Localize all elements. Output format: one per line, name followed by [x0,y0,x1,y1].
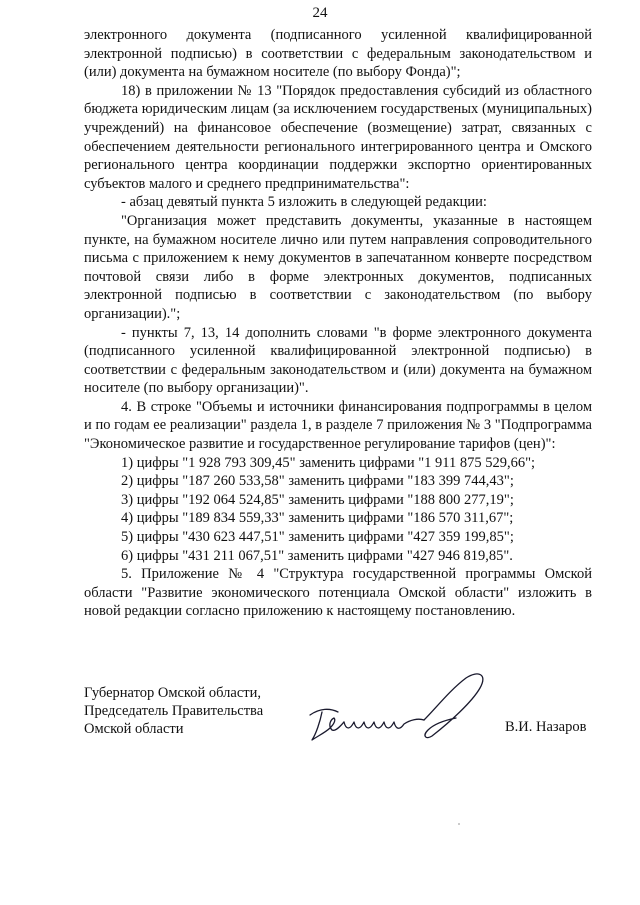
signatory-title-line-1: Губернатор Омской области, [84,685,261,701]
paragraph-item-4: 4. В строке "Объемы и источники финансирования подпрограммы в целом и по годам ее реализации" раздела 1, в разделе 7 приложения № 3 "Подпрограмма "Экономическое развитие и государственное регулирование тарифов (цен)": [84,398,592,453]
signatory-name: В.И. Назаров [505,719,587,735]
document-body [84,26,592,621]
replacement-item-2: 2) цифры "187 260 533,58" заменить цифрами "183 399 744,43"; [121,473,514,490]
paragraph-abzac-9: - абзац девятый пункта 5 изложить в следующей редакции: [121,194,487,211]
scan-speck [458,823,460,825]
replacement-item-3: 3) цифры "192 064 524,85" заменить цифрами "188 800 277,19"; [121,491,514,508]
paragraph-items-7-13-14: - пункты 7, 13, 14 дополнить словами "в форме электронного документа (подписанного усиленной квалифицированной электронной подписью) в соответствии с федеральным законодательством и (или) документа на бумажном носителе (по выбору организации)". [84,324,592,397]
replacement-item-6: 6) цифры "431 211 067,51" заменить цифрами "427 946 819,85". [121,547,513,564]
signatory-title-line-3: Омской области [84,721,184,737]
paragraph-item-18: 18) в приложении № 13 "Порядок предоставления субсидий из областного бюджета юридическим лицам (за исключением государственых (муниципальных) учреждений) на финансовое обеспечение (возмещение) затрат, связанных с обеспечением деятельности регионального интегрированного центра и Омского регионального центра координации поддержки экспортно ориентированных субъектов малого и среднего предпринимательства": [84,82,592,192]
replacement-item-5: 5) цифры "430 623 447,51" заменить цифрами "427 359 199,85"; [121,529,514,546]
handwritten-signature [300,660,500,760]
paragraph-quoted-text: "Организация может представить документы, указанные в настоящем пункте, на бумажном носителе лично или путем направления сопроводительного письма с приложением к нему документов в запечатанном конверте посредством почтовой связи либо в форме электронных документов, подписанных электронной подписью в соответствии с законодательством (по выбору организации)."; [84,212,592,322]
paragraph-item-5: 5. Приложение № 4 "Структура государственной программы Омской области "Развитие экономического потенциала Омской области" изложить в новой редакции согласно приложению к настоящему постановлению. [84,566,592,620]
replacement-item-4: 4) цифры "189 834 559,33" заменить цифрами "186 570 311,67"; [121,510,514,527]
replacement-item-1: 1) цифры "1 928 793 309,45" заменить цифрами "1 911 875 529,66"; [121,454,536,471]
signatory-title-line-2: Председатель Правительства [84,703,264,719]
page-number: 24 [312,5,328,21]
paragraph-continuation: электронного документа (подписанного усиленной квалифицированной электронной подписью) в соответствии с федеральным законодательством и (или) документа на бумажном носителе (по выбору Фонда)"; [84,27,592,81]
